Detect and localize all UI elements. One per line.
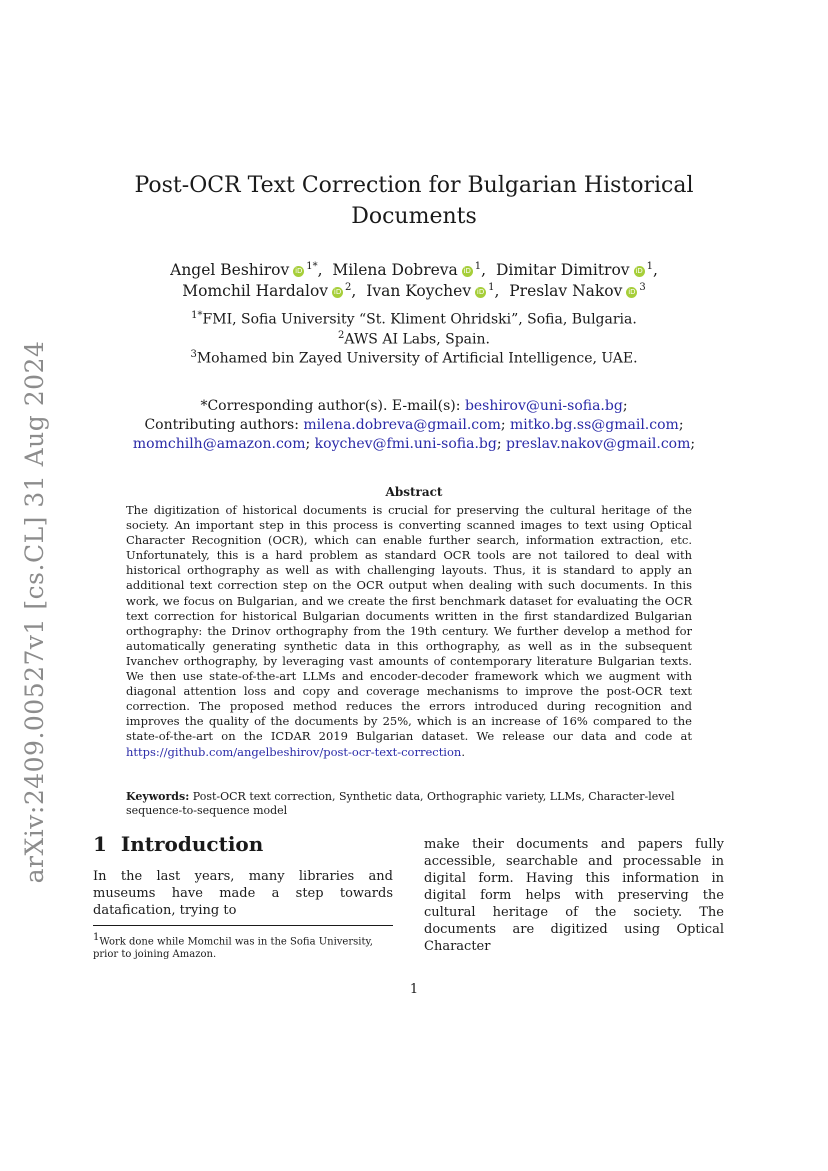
author-affil-mark: 1 (646, 261, 653, 272)
author-name: Preslav Nakov (509, 282, 623, 301)
code-repository-link[interactable]: https://github.com/angelbeshirov/post-ocr-text-correction (126, 744, 462, 759)
section-number: 1 (93, 832, 107, 856)
section-heading (93, 832, 263, 856)
abstract-heading: Abstract (385, 485, 443, 499)
corresponding-line (90, 397, 738, 416)
author-affil-mark: 1* (306, 261, 318, 272)
keywords-text: Post-OCR text correction, Synthetic data, Orthographic variety, LLMs, Character-level sequence-to-sequence model (126, 790, 675, 817)
author-name: Dimitar Dimitrov (495, 261, 630, 280)
author-affil-mark: 2 (345, 282, 352, 293)
author-name: Momchil Hardalov (182, 282, 329, 301)
orcid-icon[interactable]: iD (333, 288, 342, 297)
orcid-icon[interactable]: iD (635, 267, 643, 276)
affil-mark: 1* (191, 310, 203, 321)
email-link[interactable]: beshirov@uni-sofia.bg (464, 398, 623, 414)
intro-paragraph-right: make their documents and papers fully accessible, searchable and processable in digital form. Having this information in digital form helps with preserving the cultural heritage of the society. The documents are digitized using Optical Character (424, 837, 724, 954)
author-affil-mark: 3 (639, 282, 646, 293)
abstract-end: . (461, 744, 465, 759)
contributing-line-2 (90, 435, 738, 454)
separator: ; (496, 436, 502, 452)
section-title: Introduction (120, 832, 264, 856)
email-link[interactable]: milena.dobreva@gmail.com (303, 417, 501, 433)
intro-paragraph-left: In the last years, many libraries and museums have made a step towards datafication, trying to (93, 869, 393, 918)
author-name: Ivan Koychev (366, 282, 472, 301)
orcid-icon[interactable]: iD (628, 288, 636, 297)
separator: ; (500, 417, 506, 433)
corresponding-label: *Corresponding author(s). E-mail(s): (200, 398, 465, 414)
author-affil-mark: 1 (488, 282, 495, 293)
author-name: Angel Beshirov (170, 261, 290, 280)
footnote-mark: 1 (93, 932, 100, 943)
email-link[interactable]: mitko.bg.ss@gmail.com (510, 417, 679, 433)
orcid-icon[interactable]: iD (476, 288, 485, 297)
affil-text: AWS AI Labs, Spain. (344, 331, 490, 348)
affil-mark: 2 (338, 330, 345, 341)
affil-mark: 3 (190, 349, 197, 360)
email-link[interactable]: momchilh@amazon.com (132, 436, 306, 452)
author-line-2: Momchil Hardalov iD $^2$, Ivan Koychev iD $^1$, Preslav Nakov iD $^3$ (182, 282, 646, 301)
orcid-icon[interactable]: iD (463, 267, 471, 276)
footnote-divider (93, 925, 393, 926)
email-link[interactable]: preslav.nakov@gmail.com (506, 436, 691, 452)
footnote-text: Work done while Momchil was in the Sofia University, prior to joining Amazon. (93, 936, 373, 960)
orcid-icon[interactable]: iD (295, 267, 303, 276)
author-line-1: Angel Beshirov iD $^{1*}$, Milena Dobreva iD $^1$, Dimitar Dimitrov iD $^1$, (170, 261, 658, 280)
contributing-line-1 (90, 416, 738, 435)
author-name: Milena Dobreva (332, 261, 458, 280)
abstract-body (126, 503, 692, 760)
separator: ; (305, 436, 311, 452)
separator: ; (678, 417, 684, 433)
page-number: 1 (409, 982, 419, 997)
email-link[interactable]: koychev@fmi.uni-sofia.bg (314, 436, 497, 452)
paper-title: Post-OCR Text Correction for Bulgarian Historical Documents (134, 173, 694, 229)
affil-text: FMI, Sofia University “St. Kliment Ohridski”, Sofia, Bulgaria. (202, 311, 637, 328)
footnote (93, 932, 393, 961)
affil-text: Mohamed bin Zayed University of Artificial Intelligence, UAE. (196, 350, 638, 367)
keywords (126, 790, 692, 818)
keywords-label: Keywords: (126, 790, 190, 803)
contributing-label: Contributing authors: (144, 417, 304, 433)
affiliation-3 (90, 345, 738, 369)
separator: ; (622, 398, 628, 414)
arxiv-identifier: arXiv:2409.00527v1 [cs.CL] 31 Aug 2024 (20, 340, 49, 884)
abstract-text: The digitization of historical documents is crucial for preserving the cultural heritage of the society. An important step in this process is converting scanned images to text using Optical Character Recognition (OCR), which can enable further search, information extraction, etc. Unfortunately, this is a hard problem as standard OCR tools are not tailored to deal with historical orthography as well as with challenging layouts. Thus, it is standard to apply an additional text correction step on the OCR output when dealing with such documents. In this work, we focus on Bulgarian, and we create the first benchmark dataset for evaluating the OCR text correction for historical Bulgarian documents written in the first standardized Bulgarian orthography: the Drinov orthography from the 19th century. We further develop a method for automatically generating synthetic data in this orthography, as well as in the subsequent Ivanchev orthography, by leveraging vast amounts of contemporary literature Bulgarian texts. We then use state-of-the-art LLMs and encoder-decoder framework which we augment with diagonal attention loss and copy and coverage mechanisms to improve the post-OCR text correction. The proposed method reduces the errors introduced during recognition and improves the quality of the documents by 25%, which is an increase of 16% compared to the state-of-the-art on the ICDAR 2019 Bulgarian dataset. We release our data and code at (126, 503, 692, 744)
separator: ; (690, 436, 696, 452)
author-affil-mark: 1 (474, 261, 482, 272)
